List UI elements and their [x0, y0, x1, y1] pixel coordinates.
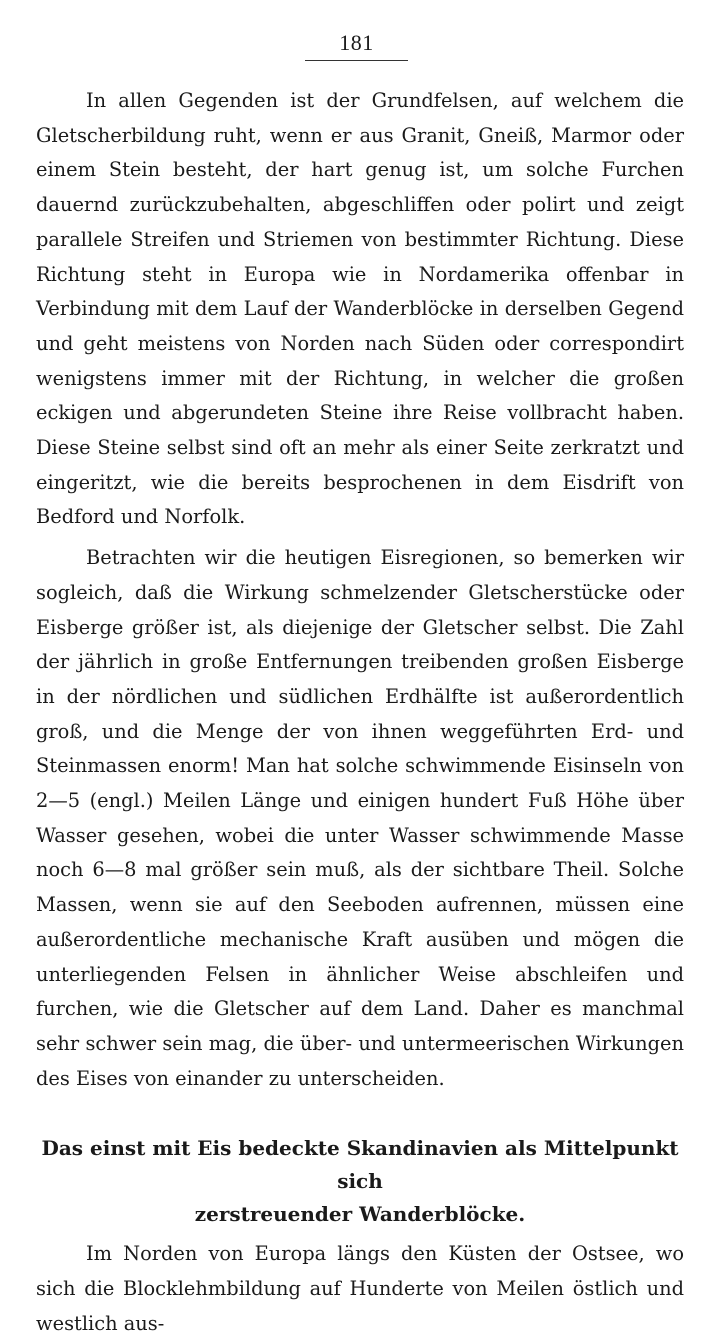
- section-heading-line-1: Das einst mit Eis bedeckte Skandinavien als Mittelpunkt sich: [41, 1136, 679, 1194]
- page-body: [36, 84, 684, 1342]
- page-header: [0, 30, 713, 61]
- paragraph-glacier-bedrock: In allen Gegenden ist der Grundfelsen, auf welchem die Gletscherbildung ruht, wenn er aus Granit, Gneiß, Marmor oder einem Stein besteht, der hart genug ist, um solche Furchen dauernd zurückzubehalten, abgeschliffen oder polirt und zeigt parallele Streifen und Striemen von bestimmter Richtung. Diese Richtung steht in Europa wie in Nordamerika offenbar in Verbindung mit dem Lauf der Wanderblöcke in derselben Gegend und geht meistens von Norden nach Süden oder correspondirt wenigstens immer mit der Richtung, in welcher die großen eckigen und abgerundeten Steine ihre Reise vollbracht haben. Diese Steine selbst sind oft an mehr als einer Seite zerkratzt und eingeritzt, wie die bereits besprochenen in dem Eisdrift von Bedford und Norfolk.: [36, 89, 684, 529]
- page-number: 181: [305, 30, 408, 61]
- section-heading-line-2: zerstreuender Wanderblöcke.: [194, 1202, 526, 1227]
- paragraph-baltic: Im Norden von Europa längs den Küsten der Ostsee, wo sich die Blocklehmbildung auf Hunderte von Meilen östlich und westlich aus-: [36, 1242, 684, 1335]
- paragraph-icebergs: Betrachten wir die heutigen Eisregionen, so bemerken wir sogleich, daß die Wirkung schmelzender Gletscherstücke oder Eisberge größer ist, als diejenige der Gletscher selbst. Die Zahl der jährlich in große Entfernungen treibenden großen Eisberge in der nördlichen und südlichen Erdhälfte ist außerordentlich groß, und die Menge der von ihnen weggeführten Erd- und Steinmassen enorm! Man hat solche schwimmende Eisinseln von 2—5 (engl.) Meilen Länge und einigen hundert Fuß Höhe über Wasser gesehen, wobei die unter Wasser schwimmende Masse noch 6—8 mal größer sein muß, als der sichtbare Theil. Solche Massen, wenn sie auf den Seeboden aufrennen, müssen eine außerordentliche mechanische Kraft ausüben und mögen die unterliegenden Felsen in ähnlicher Weise abschleifen und furchen, wie die Gletscher auf dem Land. Daher es manchmal sehr schwer sein mag, die über- und untermeerischen Wirkungen des Eises von einander zu unterscheiden.: [36, 546, 684, 1090]
- section-heading: [36, 1132, 684, 1231]
